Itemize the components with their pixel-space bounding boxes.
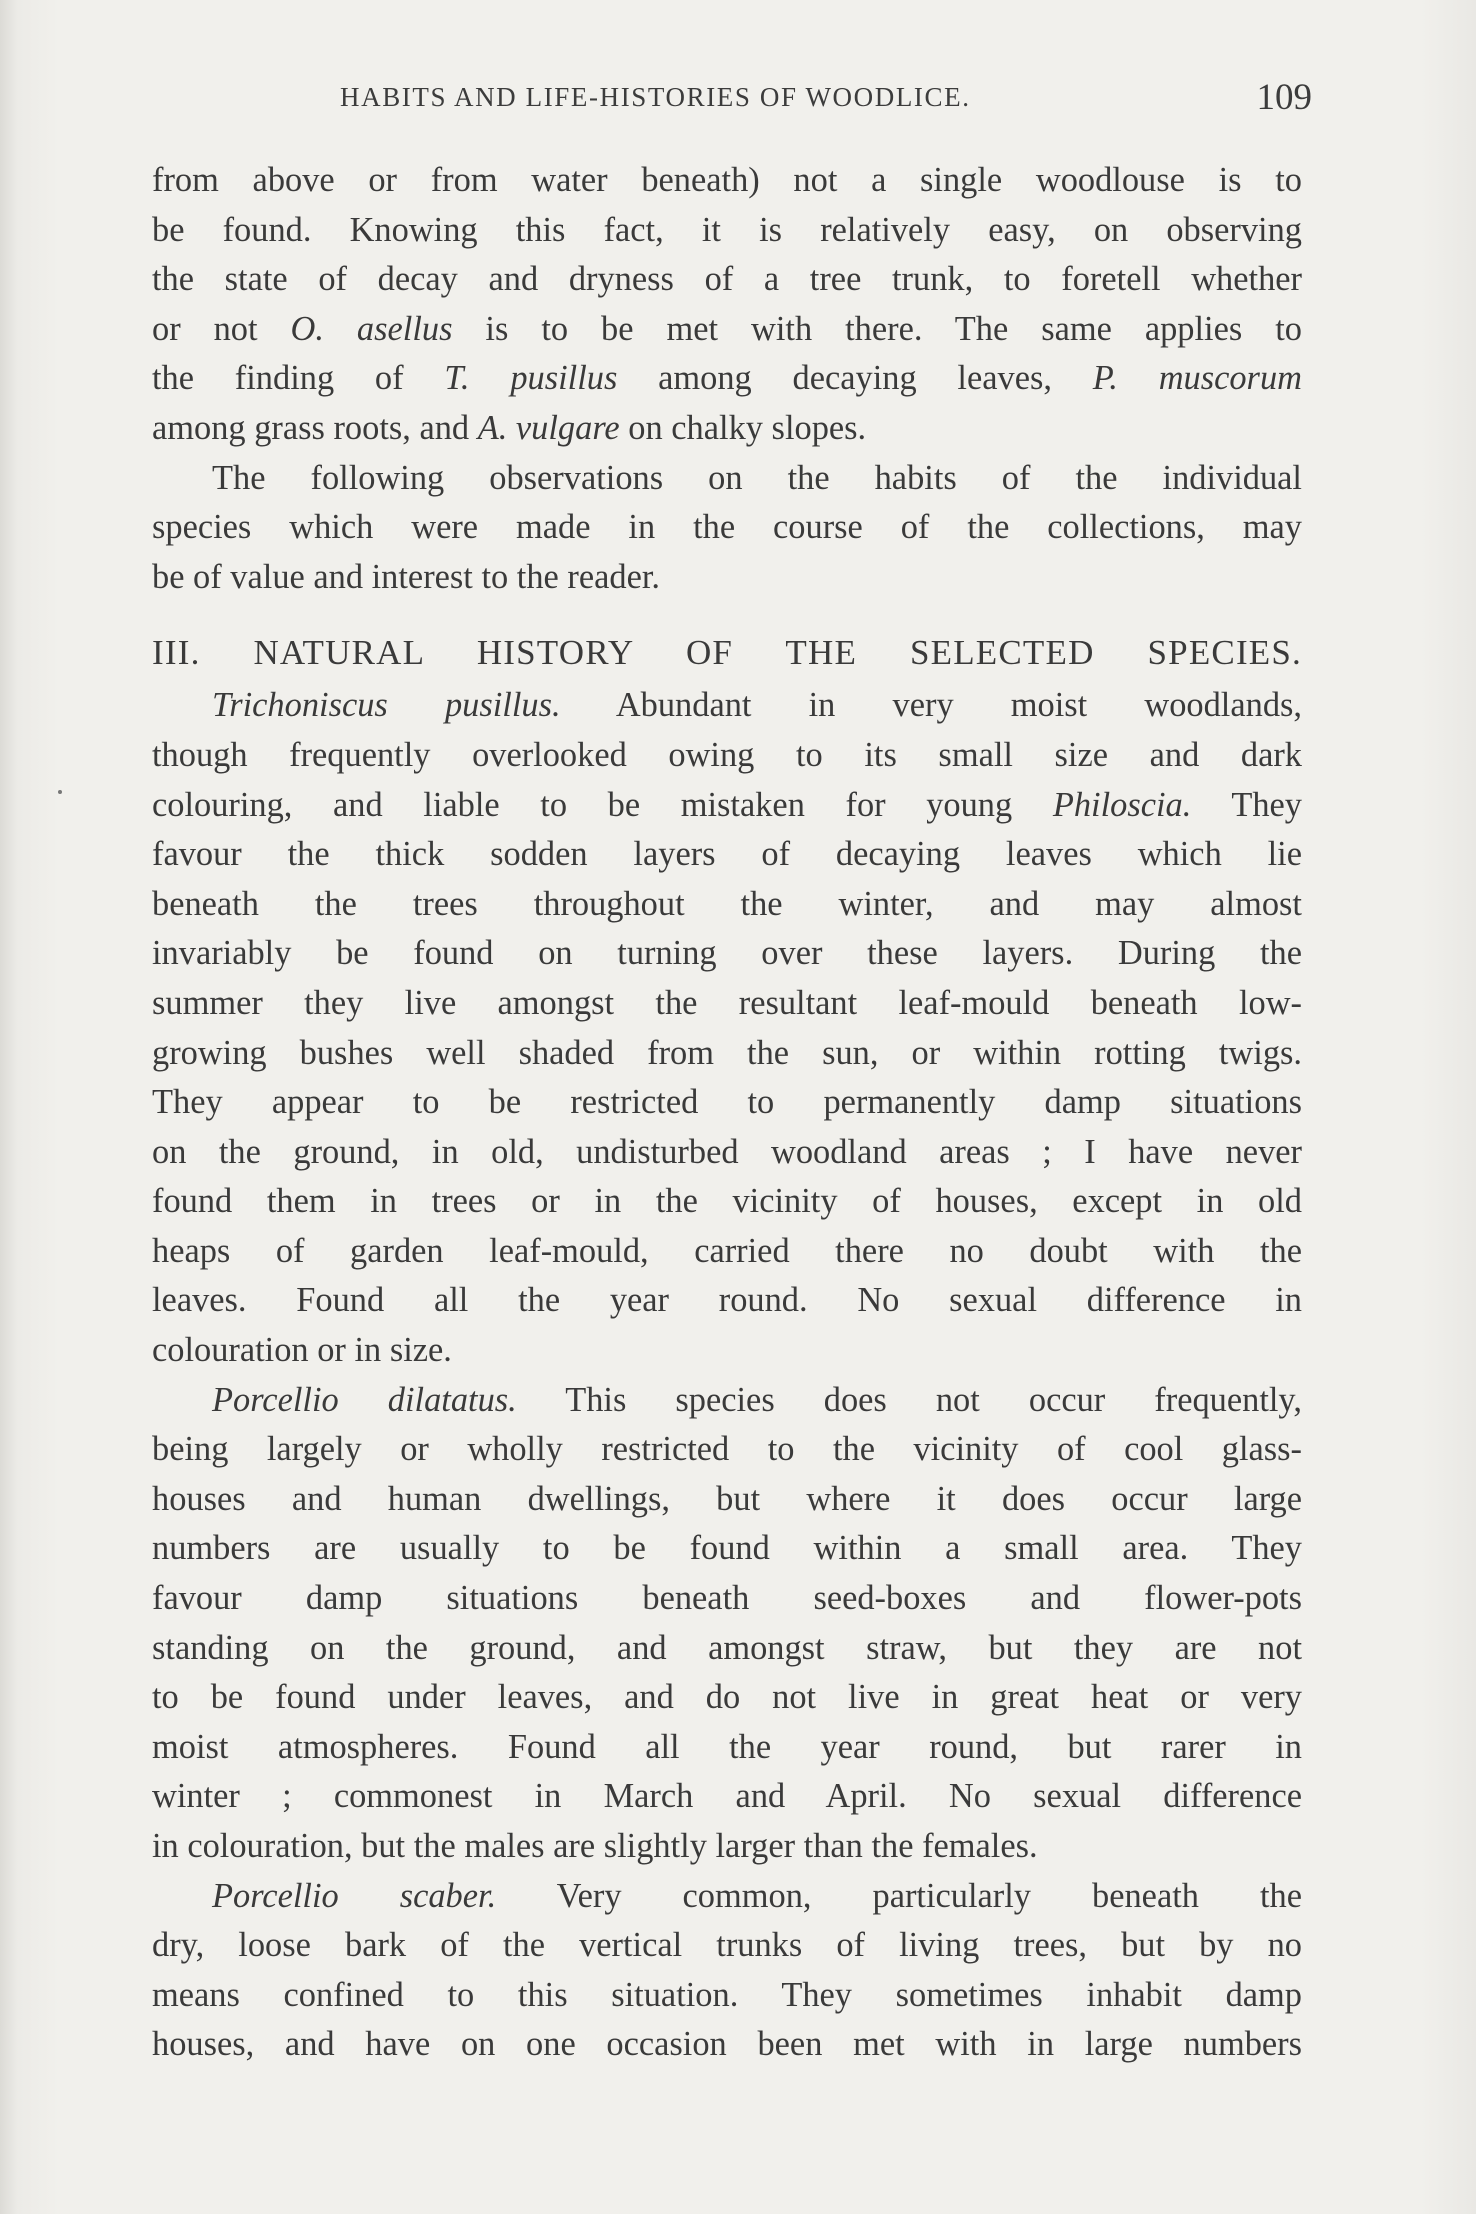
text-line: from above or from water beneath) not a single woodlouse is to <box>152 161 1302 199</box>
text-line: be found. Knowing this fact, it is relatively easy, on observing <box>152 210 1302 249</box>
species-name: Trichoniscus pusillus. <box>212 686 561 725</box>
species-name: A. vulgare <box>477 408 620 447</box>
text-line: leaves. Found all the year round. No sexual difference in <box>152 1281 1302 1320</box>
text-line: standing on the ground, and amongst straw, but they are not <box>152 1628 1302 1667</box>
species-name: Philoscia. <box>1052 785 1192 824</box>
text-line: found them in trees or in the vicinity of houses, except in old <box>152 1182 1302 1221</box>
species-name: T. pusillus <box>444 359 618 398</box>
text-line <box>152 781 1302 831</box>
text-run: is to be met with there. The same applies to <box>452 309 1302 348</box>
running-title: HABITS AND LIFE-HISTORIES OF WOODLICE. <box>340 82 971 112</box>
text-line: The following observations on the habits of the individual <box>212 458 1302 497</box>
body-text <box>152 156 1302 2070</box>
text-line: heaps of garden leaf-mould, carried there no doubt with the <box>152 1231 1302 1270</box>
text-line: colouration or in size. <box>152 1331 452 1370</box>
paragraph-observations <box>152 454 1302 603</box>
text-run: among grass roots, and <box>152 408 478 447</box>
text-line: summer they live amongst the resultant leaf-mould beneath low- <box>152 983 1302 1022</box>
paragraph-porcellio-dilatatus <box>152 1376 1302 1872</box>
text-line: growing bushes well shaded from the sun, or within rotting twigs. <box>152 1033 1302 1072</box>
text-run: Abundant in very moist woodlands, <box>560 686 1302 725</box>
text-line <box>152 1872 1302 1922</box>
text-line: favour damp situations beneath seed-boxes and flower-pots <box>152 1579 1302 1618</box>
text-line: houses, and have on one occasion been met with in large numbers <box>152 2025 1302 2064</box>
text-line: though frequently overlooked owing to its small size and dark <box>152 735 1302 774</box>
text-line <box>152 305 1302 355</box>
text-run: This species does not occur frequently, <box>516 1380 1302 1419</box>
species-name: Porcellio dilatatus. <box>212 1380 517 1419</box>
section-heading: III. NATURAL HISTORY OF THE SELECTED SPECIES. <box>152 633 1302 673</box>
text-line: invariably be found on turning over these layers. During the <box>152 934 1302 973</box>
text-run: on chalky slopes. <box>619 408 867 447</box>
text-line: be of value and interest to the reader. <box>152 557 661 596</box>
text-run: the finding of <box>152 359 445 398</box>
text-line: dry, loose bark of the vertical trunks of living trees, but by no <box>152 1926 1302 1965</box>
text-run: among decaying leaves, <box>617 359 1093 398</box>
text-line <box>152 354 1302 404</box>
text-line <box>152 681 1302 731</box>
text-line: being largely or wholly restricted to the vicinity of cool glass- <box>152 1430 1302 1469</box>
paragraph-trichoniscus <box>152 681 1302 1375</box>
paragraph-intro-continuation <box>152 156 1302 454</box>
text-line <box>152 404 1302 454</box>
text-line: species which were made in the course of the collections, may <box>152 508 1302 547</box>
text-line: to be found under leaves, and do not live in great heat or very <box>152 1678 1302 1717</box>
text-line: They appear to be restricted to permanently damp situations <box>152 1083 1302 1122</box>
margin-speck <box>58 790 62 794</box>
text-line: winter ; commonest in March and April. No sexual difference <box>152 1777 1302 1816</box>
text-line: means confined to this situation. They sometimes inhabit damp <box>152 1975 1302 2014</box>
text-line: beneath the trees throughout the winter, and may almost <box>152 884 1302 923</box>
page-header <box>340 77 1350 122</box>
species-name: Porcellio scaber. <box>212 1876 497 1915</box>
text-run: They <box>1191 785 1302 824</box>
species-name: O. asellus <box>290 309 453 348</box>
text-line: numbers are usually to be found within a small area. They <box>152 1529 1302 1568</box>
text-run: or not <box>152 309 291 348</box>
text-line: on the ground, in old, undisturbed woodland areas ; I have never <box>152 1132 1302 1171</box>
text-line: the state of decay and dryness of a tree trunk, to foretell whether <box>152 260 1302 299</box>
paragraph-porcellio-scaber <box>152 1872 1302 2070</box>
page-number: 109 <box>1256 77 1312 118</box>
text-line <box>152 1376 1302 1426</box>
text-run: Very common, particularly beneath the <box>496 1876 1302 1915</box>
text-line: favour the thick sodden layers of decaying leaves which lie <box>152 835 1302 874</box>
species-name: P. muscorum <box>1092 359 1302 398</box>
text-run: colouring, and liable to be mistaken for young <box>152 785 1053 824</box>
text-line: houses and human dwellings, but where it does occur large <box>152 1479 1302 1518</box>
text-line: in colouration, but the males are slightly larger than the females. <box>152 1827 1038 1865</box>
text-line: moist atmospheres. Found all the year round, but rarer in <box>152 1727 1302 1766</box>
